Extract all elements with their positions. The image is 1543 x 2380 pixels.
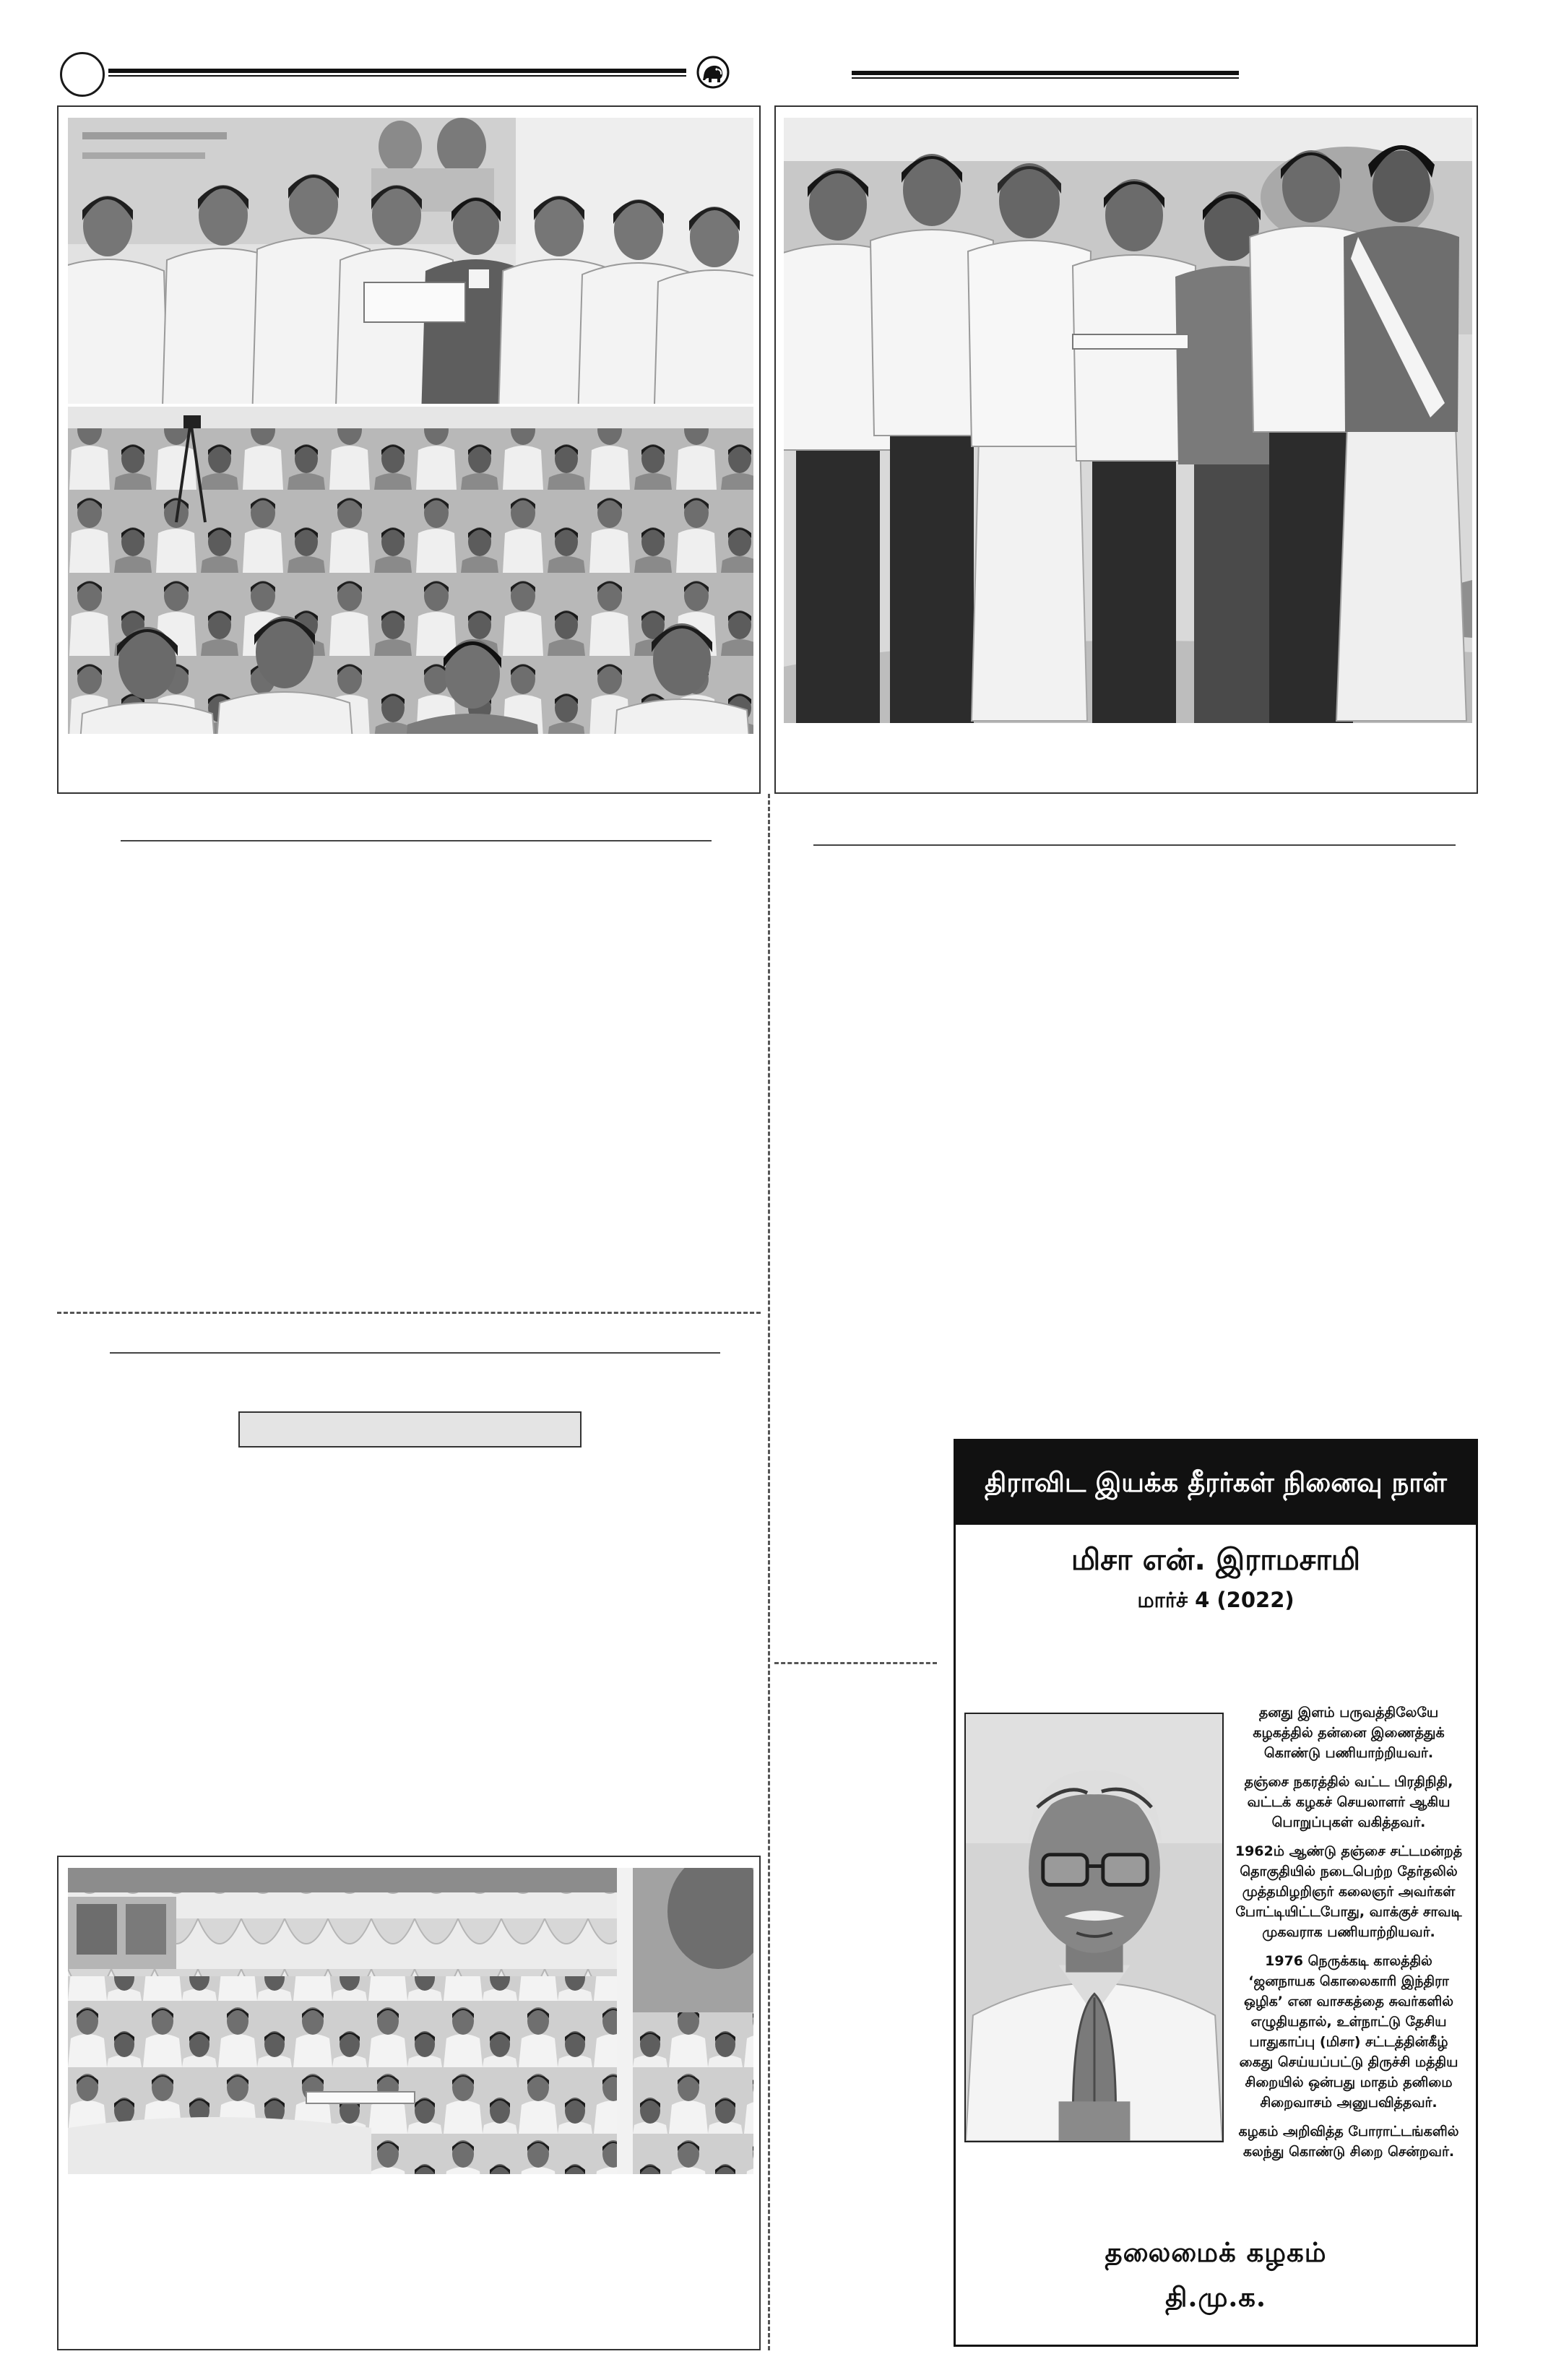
bio-line: பொறுப்புகள் வகித்தவர். — [1271, 1814, 1426, 1830]
bio-line: எழுதியதால், உள்நாட்டு தேசிய — [1250, 2014, 1447, 2030]
section-divider-right — [774, 1662, 937, 1664]
tribute-advertisement — [954, 1439, 1478, 2347]
headline-rule-left-top — [121, 840, 712, 841]
tribute-header: திராவிட இயக்க தீரர்கள் நினைவு நாள் — [956, 1441, 1476, 1525]
bio-line: சிறைவாசம் அனுபவித்தவர். — [1260, 2095, 1438, 2111]
bio-paragraph — [1228, 2121, 1469, 2162]
bio-line: கொண்டு பணியாற்றியவர். — [1263, 1745, 1434, 1761]
bio-line: கழகம் அறிவித்த போராட்டங்களில் — [1238, 2124, 1459, 2139]
tribute-portrait — [964, 1713, 1224, 2142]
bio-line: ஒழிக’ என வாசகத்தை சுவர்களில் — [1243, 1994, 1454, 2009]
bio-line: பாதுகாப்பு (மிசா) சட்டத்தின்கீழ் — [1249, 2034, 1448, 2050]
tribute-footer-org: தலைமைக் கழகம் — [1105, 2236, 1327, 2268]
photo-award-ceremony — [68, 118, 753, 404]
bio-line: சிறையில் ஒன்பது மாதம் தனிமை — [1245, 2074, 1453, 2090]
bio-line: முத்தமிழறிஞர் கலைஞர் அவர்கள் — [1242, 1884, 1456, 1900]
photo-audience-seated — [68, 407, 753, 734]
photo-meeting-under-canopy — [68, 1868, 753, 2174]
column-divider — [768, 794, 770, 2350]
emblem-icon — [696, 55, 730, 90]
bio-line: 1962ம் ஆண்டு தஞ்சை சட்டமன்றத் — [1235, 1843, 1463, 1859]
bio-line: கலந்து கொண்டு சிறை சென்றவர். — [1242, 2144, 1455, 2160]
bio-paragraph — [1228, 1841, 1469, 1942]
tribute-name: மிசா என். இராமசாமி — [1071, 1542, 1361, 1577]
bio-line: ‘ஜனநாயக கொலைகாரி இந்திரா — [1248, 1973, 1449, 1989]
bio-line: போட்டியிட்டபோது, வாக்குச் சாவடி — [1235, 1904, 1462, 1920]
bio-line: வட்டக் கழகச் செயலாளர் ஆகிய — [1247, 1794, 1451, 1810]
bio-line: முகவராக பணியாற்றியவர். — [1262, 1924, 1435, 1940]
photo-ground-breaking — [784, 118, 1472, 723]
bio-line: கைது செய்யப்பட்டு திருச்சி மத்திய — [1239, 2054, 1458, 2070]
bio-line: தொகுதியில் நடைபெற்ற தேர்தலில் — [1240, 1864, 1458, 1879]
bio-paragraph — [1228, 1772, 1469, 1832]
bio-paragraph — [1228, 1951, 1469, 2113]
bio-line: தனது இளம் பருவத்திலேயே — [1258, 1705, 1439, 1721]
bio-line: கழகத்தில் தன்னை இணைத்துக் — [1253, 1725, 1445, 1741]
bio-line: 1976 நெருக்கடி காலத்தில் — [1265, 1953, 1432, 1969]
tribute-footer-party: தி.மு.க. — [1165, 2281, 1266, 2313]
subhead-panel — [238, 1411, 582, 1448]
page-number-circle — [60, 52, 105, 97]
masthead-rule-right — [852, 71, 1239, 79]
masthead-rule-left — [108, 69, 686, 77]
bio-paragraph — [1228, 1702, 1469, 1763]
bio-line: தஞ்சை நகரத்தில் வட்ட பிரதிநிதி, — [1244, 1774, 1453, 1790]
section-divider-left — [57, 1312, 761, 1314]
tribute-biography — [1228, 1702, 1469, 2171]
headline-rule-right — [813, 844, 1456, 846]
tribute-date: மார்ச் 4 (2022) — [1137, 1588, 1295, 1612]
headline-rule-left-middle — [110, 1352, 720, 1354]
